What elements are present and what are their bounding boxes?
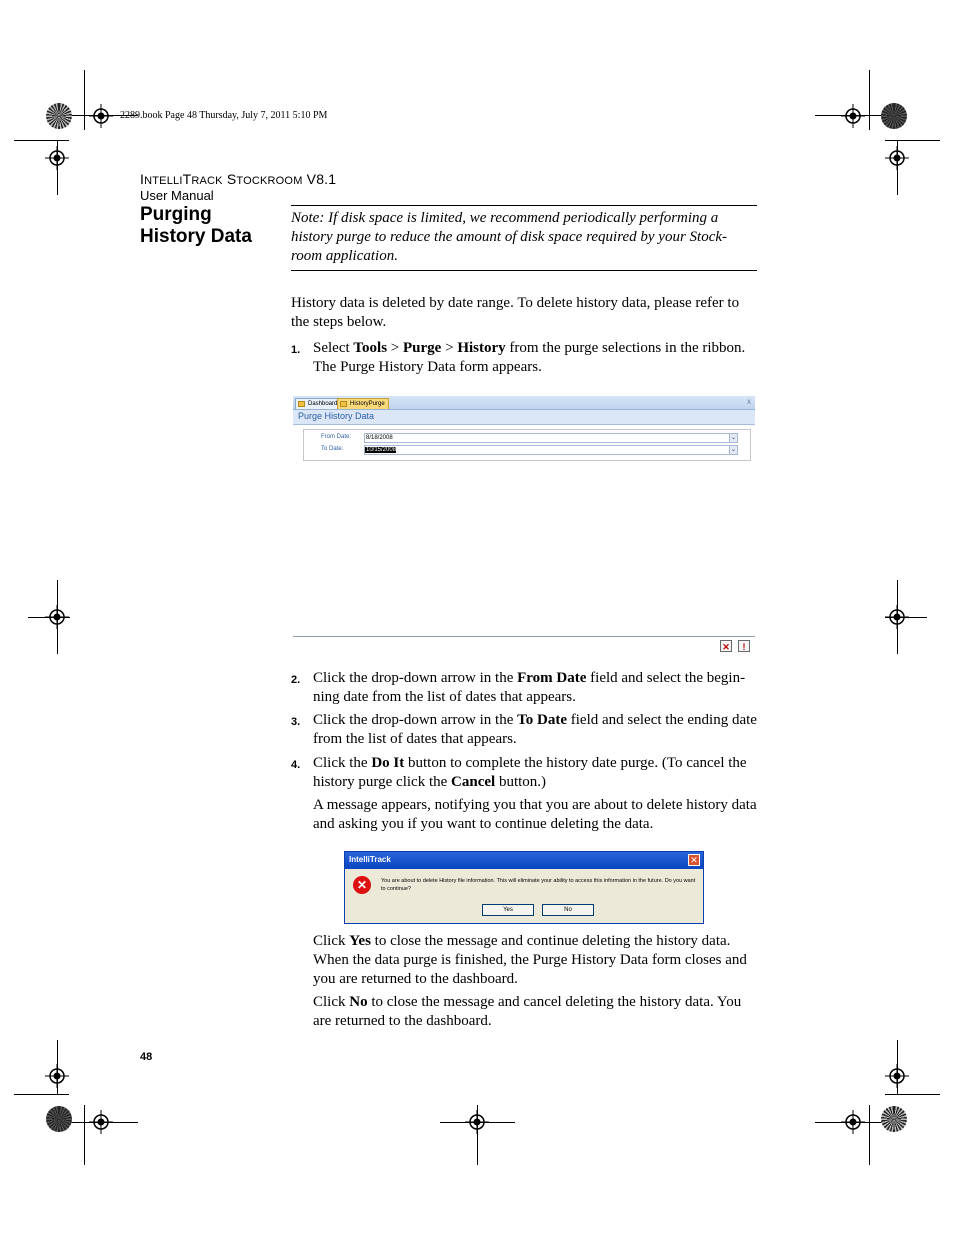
page-number: 48 <box>140 1051 153 1063</box>
tab-history-purge[interactable]: HistoryPurge <box>337 398 389 409</box>
step-number: 1. <box>291 344 301 356</box>
note-box: Note: If disk space is limited, we recommend periodically performing a history purge to reduce the amount of disk space required by your Stock-room application. <box>291 205 757 271</box>
do-it-button[interactable]: ! <box>738 640 750 652</box>
running-header-subtitle: User Manual <box>140 188 214 203</box>
no-button[interactable]: No <box>542 904 594 916</box>
form-footer-buttons <box>293 638 755 658</box>
running-header-title: INTELLITRACK STOCKROOM V8.1 <box>140 171 337 187</box>
error-icon: ✕ <box>353 876 371 894</box>
registration-mark-icon <box>885 146 909 170</box>
cancel-button[interactable]: ✕ <box>720 640 732 652</box>
dropdown-arrow-icon[interactable]: ⌄ <box>730 447 737 453</box>
to-date-label: To Date: <box>321 446 344 452</box>
registration-mark-icon <box>45 605 69 629</box>
dialog-message: You are about to delete History file information. This will eliminate your ability to access this information in the future. Do you want to continue? <box>381 878 696 892</box>
confirm-delete-dialog-screenshot <box>344 851 704 924</box>
to-date-combobox[interactable]: 10/15/2008 ⌄ <box>366 447 737 453</box>
close-icon[interactable]: ✕ <box>688 854 700 866</box>
dialog-title: IntelliTrack <box>349 855 391 864</box>
form-footer-divider <box>293 636 755 637</box>
form-icon <box>340 401 347 407</box>
document-tab-bar <box>293 396 755 410</box>
tab-dashboard[interactable]: Dashboard <box>295 398 341 409</box>
registration-mark-icon <box>841 1110 865 1134</box>
from-date-label: From Date: <box>321 434 352 440</box>
purge-history-form-screenshot <box>293 396 755 658</box>
form-title: Purge History Data <box>298 411 375 421</box>
registration-mark-icon <box>45 1064 69 1088</box>
yes-button[interactable]: Yes <box>482 904 534 916</box>
color-rosette-icon <box>881 1106 907 1132</box>
form-icon <box>298 401 305 407</box>
registration-mark-icon <box>885 605 909 629</box>
step-2: 2. Click the drop-down arrow in the From Date field and select the begin-ning date from the list of dates that appears. <box>291 670 746 705</box>
close-tab-icon[interactable]: x <box>747 397 751 406</box>
date-range-fields <box>303 429 751 461</box>
step-number: 3. <box>291 716 301 728</box>
registration-mark-icon <box>465 1110 489 1134</box>
step-3: 3. Click the drop-down arrow in the To Date field and select the ending date from the list of dates that appears. <box>291 712 757 747</box>
step-number: 2. <box>291 674 301 686</box>
step-4: 4. Click the Do It button to complete the history date purge. (To cancel the history purge click the Cancel button.) <box>291 755 747 790</box>
no-paragraph: Click No to close the message and cancel deleting the history data. You are returned to the dashboard. <box>313 994 742 1029</box>
registration-mark-icon <box>841 104 865 128</box>
message-paragraph: A message appears, notifying you that you are about to delete history data and asking you if you want to continue deleting the data. <box>313 797 757 832</box>
color-rosette-icon <box>46 103 72 129</box>
color-rosette-icon <box>881 103 907 129</box>
dialog-title-bar <box>345 852 703 869</box>
form-title-bar <box>293 410 755 425</box>
registration-mark-icon <box>89 1110 113 1134</box>
section-heading: Purging History Data <box>140 204 252 247</box>
registration-mark-icon <box>885 1064 909 1088</box>
step-number: 4. <box>291 759 301 771</box>
from-date-combobox[interactable]: 8/18/2008 ⌄ <box>366 435 737 441</box>
yes-paragraph: Click Yes to close the message and continue deleting the history data. When the data purge is finished, the Purge History Data form closes and you are returned to the dashboard. <box>313 933 747 987</box>
color-rosette-icon <box>46 1106 72 1132</box>
dropdown-arrow-icon[interactable]: ⌄ <box>730 435 737 441</box>
step-1: 1. Select Tools > Purge > History from the purge selections in the ribbon. The Purge History Data form appears. <box>291 340 746 375</box>
intro-paragraph: History data is deleted by date range. To delete history data, please refer to the steps below. <box>291 295 740 330</box>
print-slug: 2289.book Page 48 Thursday, July 7, 2011 5:10 PM <box>120 110 328 121</box>
registration-mark-icon <box>89 104 113 128</box>
registration-mark-icon <box>45 146 69 170</box>
